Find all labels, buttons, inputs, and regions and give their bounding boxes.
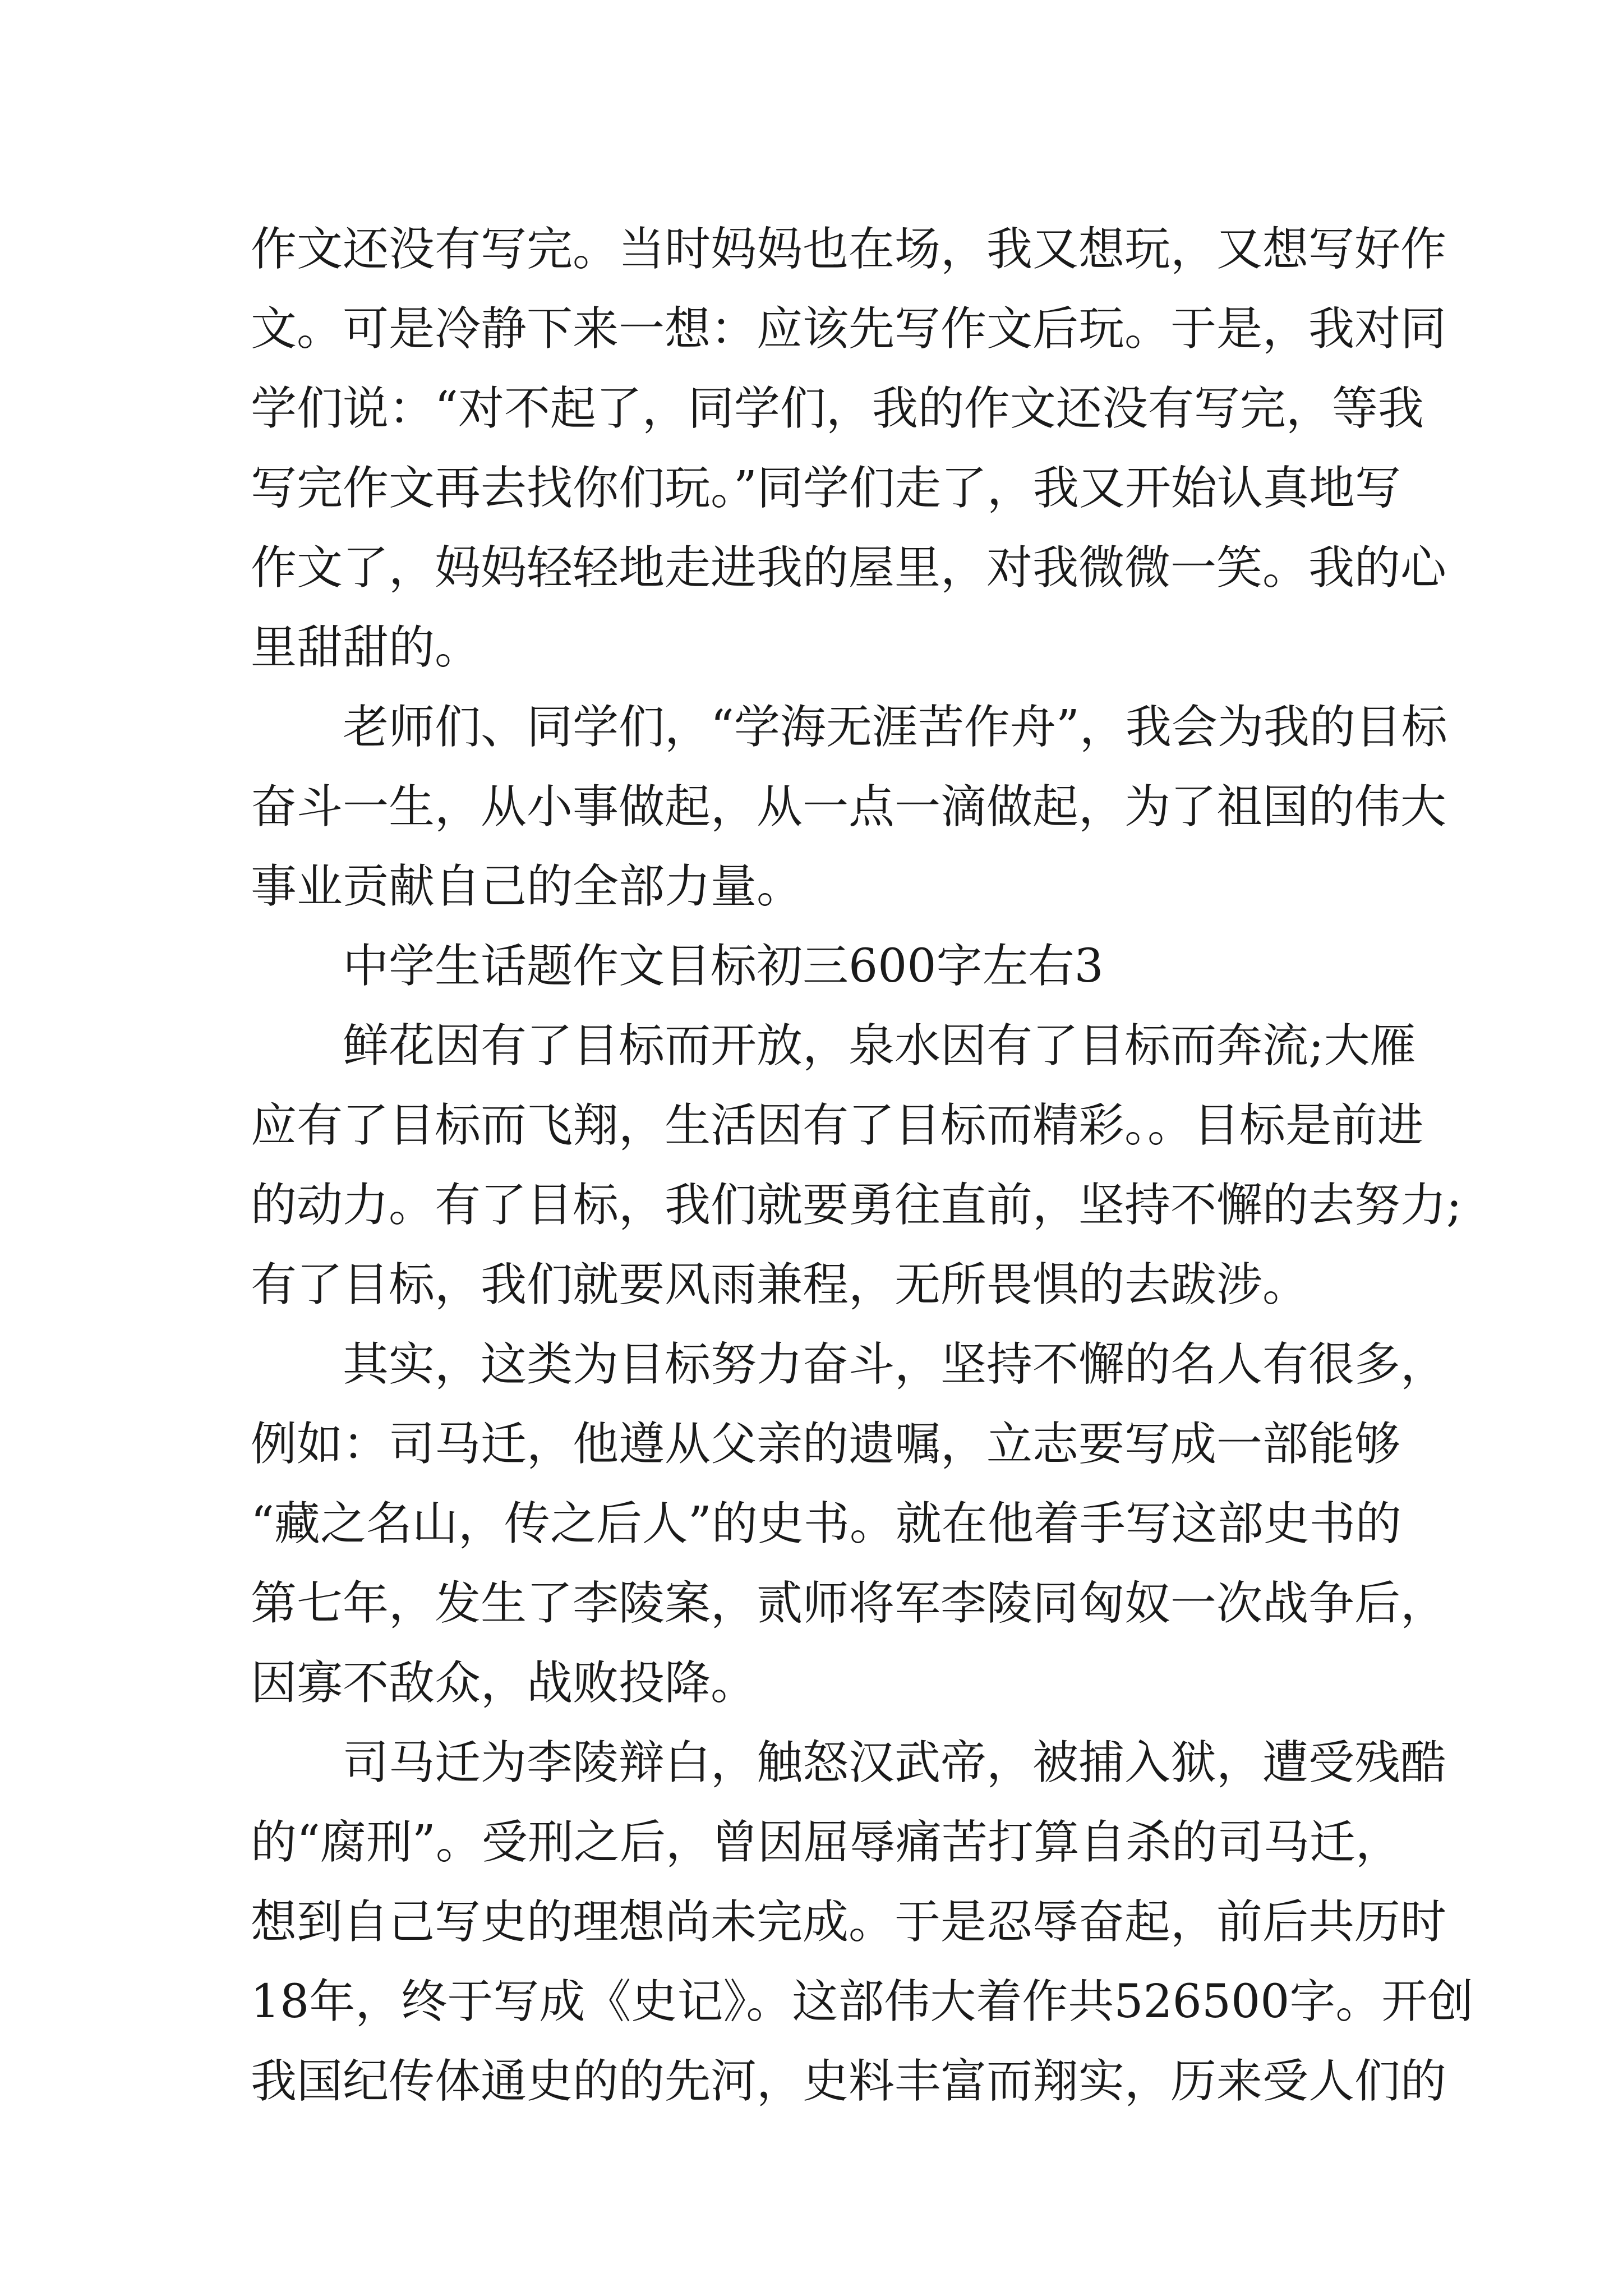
text-line: 作文还没有写完。当时妈妈也在场，我又想玩，又想写好作 xyxy=(251,223,1447,276)
text-line: 的“腐刑”。受刑之后，曾因屈辱痛苦打算自杀的司马迁， xyxy=(251,1816,1401,1869)
text-line: 因寡不敌众，战败投降。 xyxy=(251,1657,757,1710)
text-line: 18年，终于写成《史记》。这部伟大着作共526500字。开创 xyxy=(251,1975,1474,2028)
text-line: 写完作文再去找你们玩。”同学们走了，我又开始认真地写 xyxy=(251,462,1401,515)
text-line: 学们说：“对不起了，同学们，我的作文还没有写完，等我 xyxy=(251,382,1424,435)
paragraph-first-line: 其实，这类为目标努力奋斗，坚持不懈的名人有很多， xyxy=(343,1338,1447,1391)
text-line: 事业贡献自己的全部力量。 xyxy=(251,860,803,913)
text-line: “藏之名山，传之后人”的史书。就在他着手写这部史书的 xyxy=(251,1497,1401,1550)
text-line: 应有了目标而飞翔，生活因有了目标而精彩。。目标是前进 xyxy=(251,1099,1424,1152)
text-line: 里甜甜的。 xyxy=(251,621,481,674)
text-line: 有了目标，我们就要风雨兼程，无所畏惧的去跋涉。 xyxy=(251,1258,1309,1312)
text-line: 例如：司马迁，他遵从父亲的遗嘱，立志要写成一部能够 xyxy=(251,1418,1401,1471)
paragraph-first-line: 老师们、同学们，“学海无涯苦作舟”，我会为我的目标 xyxy=(343,701,1447,754)
text-line: 第七年，发生了李陵案，贰师将军李陵同匈奴一次战争后， xyxy=(251,1577,1447,1630)
text-line: 我国纪传体通史的的先河，史料丰富而翔实，历来受人们的 xyxy=(251,2055,1447,2108)
text-line: 奋斗一生，从小事做起，从一点一滴做起，为了祖国的伟大 xyxy=(251,780,1447,834)
text-line: 想到自己写史的理想尚未完成。于是忍辱奋起，前后共历时 xyxy=(251,1895,1447,1949)
paragraph-first-line: 司马迁为李陵辩白，触怒汉武帝，被捕入狱，遭受残酷 xyxy=(343,1736,1447,1789)
text-line: 文。可是冷静下来一想：应该先写作文后玩。于是，我对同 xyxy=(251,302,1447,356)
paragraph-first-line: 鲜花因有了目标而开放，泉水因有了目标而奔流;大雁 xyxy=(343,1019,1416,1073)
text-line: 作文了，妈妈轻轻地走进我的屋里，对我微微一笑。我的心 xyxy=(251,541,1447,595)
text-line: 的动力。有了目标，我们就要勇往直前，坚持不懈的去努力; xyxy=(251,1179,1462,1232)
document-body xyxy=(251,210,1474,2122)
section-heading: 中学生话题作文目标初三600字左右3 xyxy=(343,940,1104,993)
